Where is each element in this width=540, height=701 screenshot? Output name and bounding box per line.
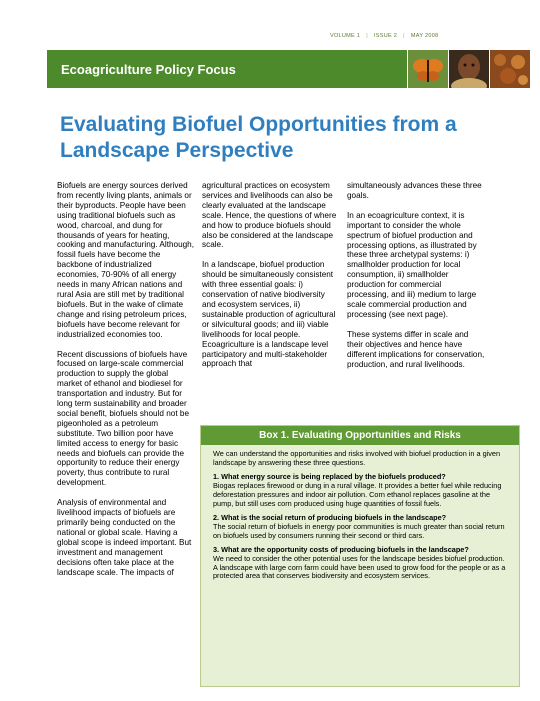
paragraph: These systems differ in scale and their objectives and hence have different implications for conservation, production, and rural livelihoods. (347, 329, 485, 369)
date-label: MAY 2008 (410, 33, 439, 39)
question-1: 1. What energy source is being replaced by the biofuels produced? (213, 472, 446, 482)
header-photos (407, 50, 530, 88)
header-banner (47, 50, 530, 88)
box-title: Box 1. Evaluating Opportunities and Risks (201, 426, 519, 445)
body-column-2 (202, 181, 340, 379)
body-column-1 (57, 181, 195, 587)
paragraph: agricultural practices on ecosystem services and livelihoods can also be clearly evaluated at the landscape scale. Hence, the questions of where and how to produce biofuels should also be considered at the landscape scale. (202, 181, 337, 250)
answer-3: We need to consider the other potential uses for the landscape besides biofuel production. A landscape with large corn farm could have been used to grow food for the people or as a protected area that conserves biodiversity and ecosystem services. (213, 554, 506, 581)
portrait-photo (448, 50, 489, 88)
banner-title: Ecoagriculture Policy Focus (61, 61, 236, 77)
box-intro: We can understand the opportunities and risks involved with biofuel production in a given landscape by answering these three questions. (213, 449, 501, 467)
question-3: 3. What are the opportunity costs of producing biofuels in the landscape? (213, 545, 469, 555)
paragraph: Biofuels are energy sources derived from recently living plants, animals or their byproducts. People have been using traditional biofuels such as wood, charcoal, and dung for thousands of years for heating, cooking and manufacturing. Although, fossil fuels have become the backbone of industrialized economies, 70-90% of all energy needs in many African nations and rural Asia are still met by traditional biofuels. But in the wake of climate change and rising petroleum prices, biofuels have become relevant for industrialized economies too. (57, 181, 195, 339)
meta-separator: | (403, 33, 405, 39)
article-title: Evaluating Biofuel Opportunities from a Landscape Perspective (60, 113, 457, 162)
meta-separator: | (366, 33, 368, 39)
paragraph: In an ecoagriculture context, it is important to consider the whole spectrum of biofuel production and processing options, as illustrated by these three archetypal systems: i) smallholder production for local consumption, ii) smallholder production for commercial processing, and iii) medium to large scale commercial production and processing (see next page). (347, 210, 477, 319)
answer-1: Biogas replaces firewood or dung in a rural village. It provides a better fuel while reducing deforestation pressures and indoor air pollution. Corn ethanol replaces gasoline at the pump, but still uses corn produced using huge quantities of fossil fuels. (213, 481, 502, 508)
paragraph: Analysis of environmental and livelihood impacts of biofuels are primarily being conducted on the national or global scale. Having a global scope is indeed important. But investment and management decisions often take place at the landscape scale. The impacts of (57, 498, 192, 577)
issue-meta (330, 30, 530, 42)
volume-label: VOLUME 1 (330, 33, 361, 39)
box-body (201, 445, 519, 581)
butterfly-photo (407, 50, 448, 88)
paragraph: Recent discussions of biofuels have focused on large-scale commercial production to supply the global market of ethanol and biodiesel for transportation and industry. But for long term sustainability and broader social benefit, biofuels should not be pigeonholed as a petroleum substitute. Two billion poor have limited access to energy for basic needs and biofuels can provide the opportunity to reduce their energy poverty, thus contribute to rural development. (57, 349, 189, 488)
paragraph: In a landscape, biofuel production should be simultaneously consistent with three essential goals: i) conservation of native biodiversity and ecosystem services, ii) sustainable production of agricultural or silvicultural goods; and iii) viable livelihoods for local people. Ecoagriculture is a landscape level participatory and multi-stakeholder approach that (202, 260, 336, 369)
question-2: 2. What is the social return of producing biofuels in the landscape? (213, 513, 447, 523)
issue-label: ISSUE 2 (373, 33, 398, 39)
grain-photo (489, 50, 530, 88)
sidebar-box (200, 425, 520, 687)
body-column-3 (347, 181, 485, 379)
paragraph: simultaneously advances these three goals. (347, 181, 482, 200)
answer-2: The social return of biofuels in energy poor communities is much greater than social return on biofuels used by consumers running their second or third cars. (213, 521, 505, 540)
